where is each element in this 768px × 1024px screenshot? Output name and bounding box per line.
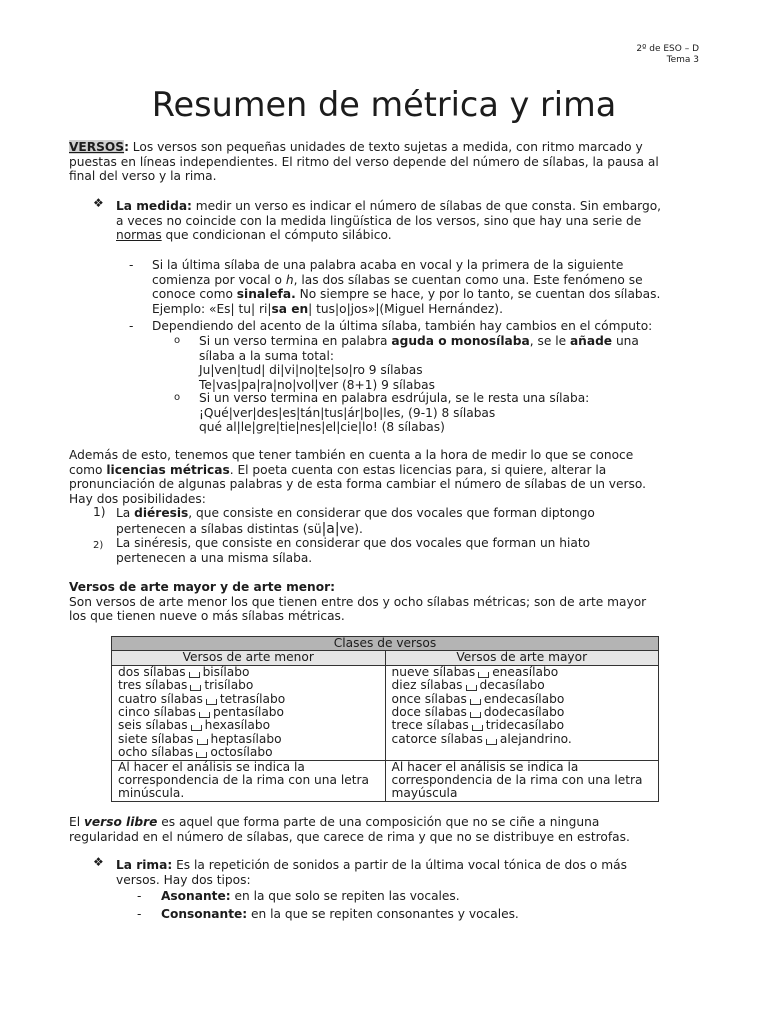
rima-label: La rima: [116,858,173,872]
asonante-item: Asonante: en la que solo se repiten las vocales. [161,889,460,903]
table-row: dos sílabas bisílabo [118,664,250,679]
circle-bullet-icon: o [174,335,181,346]
page-header [636,44,699,66]
table-row: trece sílabas tridecasílabo [391,718,565,733]
verso-libre-paragraph: El verso libre es aquel que forma parte de una composición que no se ciñe a ninguna regularidad en el número de sílabas, que carece de rima y que no se distribuye en estrofas. [69,815,630,844]
list-number: 1) [93,505,106,519]
dash-bullet: - [137,889,142,903]
table-caption: Clases de versos [112,637,659,651]
verse-classes-table [111,636,659,802]
versos-label: VERSOS [69,140,125,154]
medida-label: La medida: [116,199,192,213]
rima-paragraph: La rima: Es la repetición de sonidos a partir de la última vocal tónica de dos o más versos. Hay dos tipos: [116,858,627,887]
table-row: tres sílabas trisílabo [118,678,254,693]
acento-item: Dependiendo del acento de la última sílaba, también hay cambios en el cómputo: [152,319,653,333]
arte-section: Versos de arte mayor y de arte menor: Son versos de arte menor los que tienen entre dos y ocho sílabas métricas; son de arte mayor los que tienen nueve o más sílabas métricas. [69,580,647,624]
header-topic: Tema 3 [666,55,699,65]
column-header-menor: Versos de arte menor [112,651,386,665]
diamond-bullet-icon: ❖ [93,196,104,210]
list-number: 2) [93,540,104,551]
versos-paragraph: VERSOS: Los versos son pequeñas unidades de texto sujetas a medida, con ritmo marcado y puestas en líneas independientes. El ritmo del verso depende del número de sílabas, la pausa al final del verso y la rima. [69,140,659,184]
table-row: doce sílabas dodecasílabo [391,705,565,720]
table-row: siete sílabas heptasílabo [118,731,282,746]
dash-bullet: - [129,319,134,333]
table-row: cinco sílabas pentasílabo [118,705,284,720]
header-course: 2º de ESO – D [636,44,699,54]
esdrujula-subitem: Si un verso termina en palabra esdrújula, se le resta una sílaba: ¡Qué|ver|des|es|tán|tus|ár|bo|les, (9-1) 8 sílabas qué al|le|gre|tie|nes|el|cie|lo! (8 sílabas) [199,391,590,435]
mayor-list-cell [385,665,659,760]
table-row: once sílabas endecasílabo [391,691,565,706]
column-header-mayor: Versos de arte mayor [385,651,659,665]
page-title: Resumen de métrica y rima [151,85,617,124]
aguda-subitem: Si un verso termina en palabra aguda o monosílaba, se le añade una sílaba a la suma total: Ju|ven|tud| di|vi|no|te|so|ro 9 sílabas Te|vas|pa|ra|no|vol|ver (8+1) 9 sílabas [199,334,639,392]
sinalefa-item: Si la última sílaba de una palabra acaba en vocal y la primera de la siguiente comienza por vocal o h, las dos sílabas se cuentan como una. Este fenómeno se conoce como sinalefa. No siempre se hace, y por lo tanto, se cuentan dos sílabas. Ejemplo: «Es| tu| ri|sa en| tus|o|jos»|(Miguel Hernández). [152,258,661,316]
mayor-note-cell: Al hacer el análisis se indica la correspondencia de la rima con una letra mayúscula [385,760,659,801]
consonante-item: Consonante: en la que se repiten consonantes y vocales. [161,907,519,921]
medida-paragraph: La medida: medir un verso es indicar el número de sílabas de que consta. Sin embargo, a veces no coincide con la medida lingüística de los versos, sino que hay una serie de normas que condicionan el cómputo silábico. [116,199,662,243]
table-row: ocho sílabas octosílabo [118,745,273,760]
sineresis-item: La sinéresis, que consiste en considerar que dos vocales que forman un hiato pertenecen a una misma sílaba. [116,536,591,565]
menor-list-cell [112,665,386,760]
table-row: seis sílabas hexasílabo [118,718,271,733]
dieresis-item: La diéresis, que consiste en considerar que dos vocales que forman diptongo pertenecen a sílabas distintas (sü|a|ve). [116,506,595,537]
diamond-bullet-icon: ❖ [93,855,104,869]
table-row: diez sílabas decasílabo [391,678,545,693]
dash-bullet: - [129,258,134,272]
dash-bullet: - [137,907,142,921]
table-row: catorce sílabas alejandrino. [391,731,572,746]
table-row: nueve sílabas eneasílabo [391,664,559,679]
circle-bullet-icon: o [174,392,181,403]
arte-heading: Versos de arte mayor y de arte menor: [69,580,335,594]
licencias-paragraph: Además de esto, tenemos que tener también en cuenta a la hora de medir lo que se conoce como licencias métricas. El poeta cuenta con estas licencias para, si quiere, alterar la pronunciación de algunas palabras y de esta forma cambiar el número de sílabas de un verso. Hay dos posibilidades: [69,448,646,506]
menor-note-cell: Al hacer el análisis se indica la correspondencia de la rima con una letra minúscula. [112,760,386,801]
table-row: cuatro sílabas tetrasílabo [118,691,286,706]
